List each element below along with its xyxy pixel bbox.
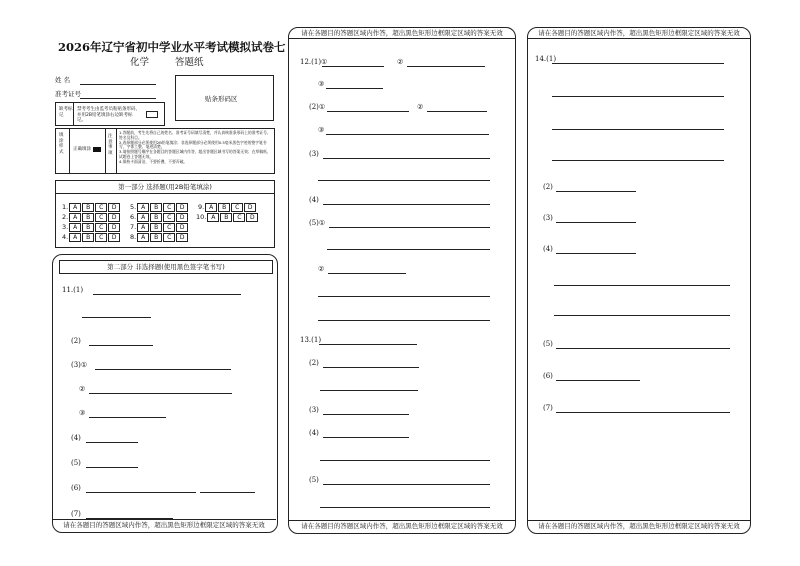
exam-title: 2026年辽宁省初中学业水平考试模拟试卷七: [58, 40, 286, 54]
barcode-label: 贴条形码区: [205, 95, 238, 103]
answer-line[interactable]: [552, 63, 724, 64]
choice-q1: 1. A B C D: [62, 203, 120, 212]
answer-line[interactable]: [318, 296, 490, 297]
answer-line[interactable]: [327, 249, 490, 250]
answer-line[interactable]: [327, 111, 409, 112]
answer-line[interactable]: [556, 191, 636, 192]
q14-7-label: (7): [543, 404, 553, 412]
q14-2-label: (2): [543, 183, 553, 191]
bubble-a[interactable]: A: [69, 203, 81, 212]
bubble-c[interactable]: C: [163, 223, 175, 232]
bubble-a[interactable]: A: [137, 213, 149, 222]
answer-line[interactable]: [323, 158, 490, 159]
q14-3-label: (3): [543, 214, 553, 222]
q12-1b-label: ②: [397, 58, 404, 66]
answer-line[interactable]: [323, 484, 490, 485]
bubble-a[interactable]: A: [69, 233, 81, 242]
warning-footer-middle: 请在各题目的答题区域内作答，超出黑色矩形边框限定区域的答案无效: [289, 520, 515, 531]
bubble-d[interactable]: D: [176, 233, 188, 242]
choice-q5: 5. A B C D: [130, 203, 188, 212]
answer-line[interactable]: [407, 66, 485, 67]
exam-no-label: 准考证号: [55, 90, 81, 98]
q13-4-label: (4): [309, 429, 319, 437]
q11-3-label: (3)①: [71, 361, 88, 369]
answer-line[interactable]: [556, 222, 636, 223]
answer-line[interactable]: [319, 344, 417, 345]
bubble-d[interactable]: D: [246, 213, 258, 222]
q13-2-label: (2): [309, 359, 319, 367]
bubble-d[interactable]: D: [176, 223, 188, 232]
absent-box: [55, 102, 165, 126]
q13-5-label: (5): [309, 476, 319, 484]
bubble-d[interactable]: D: [176, 213, 188, 222]
bubble-a[interactable]: A: [205, 203, 217, 212]
absent-label: 缺考标记: [59, 107, 73, 118]
answer-line[interactable]: [326, 88, 383, 89]
answer-line[interactable]: [82, 317, 151, 318]
choice-q8: 8. A B C D: [130, 233, 188, 242]
q11-1-label: 11.(1): [62, 286, 84, 294]
bubble-b[interactable]: B: [150, 213, 162, 222]
bubble-c[interactable]: C: [163, 233, 175, 242]
bubble-d[interactable]: D: [108, 233, 120, 242]
answer-line[interactable]: [556, 412, 730, 413]
bubble-c[interactable]: C: [95, 213, 107, 222]
q12-1c-label: ③: [318, 80, 325, 88]
name-field[interactable]: [80, 84, 156, 85]
bubble-b[interactable]: B: [82, 213, 94, 222]
q12-5-label: (5)①: [309, 219, 326, 227]
q14-5-label: (5): [543, 340, 553, 348]
notes-label: 注意事项: [108, 134, 113, 156]
answer-line[interactable]: [556, 380, 640, 381]
answer-line[interactable]: [86, 467, 138, 468]
barcode-area: [175, 75, 274, 121]
answer-line[interactable]: [326, 134, 489, 135]
q11-5-label: (5): [71, 459, 81, 467]
panel-right: [527, 27, 751, 534]
q12-3-label: (3): [309, 150, 319, 158]
answer-line[interactable]: [328, 273, 406, 274]
fill-correct-label: 正确填涂: [73, 147, 91, 152]
answer-line[interactable]: [554, 285, 730, 286]
note-2: 2.选择题部分必须使用2B铅笔填涂；非选择题部分必须使用0.5毫米黑色字迹的签字笔书写，字体工整、笔迹清楚。: [119, 139, 267, 150]
part1-box: [55, 180, 275, 248]
absent-checkbox[interactable]: [146, 111, 158, 118]
q14-6-label: (6): [543, 372, 553, 380]
filled-bubble-sample: [93, 147, 101, 152]
q12-2b-label: ②: [417, 103, 424, 111]
bubble-c[interactable]: C: [163, 203, 175, 212]
q12-2-label: (2)①: [309, 103, 326, 111]
answer-line[interactable]: [86, 442, 138, 443]
bubble-a[interactable]: A: [207, 213, 219, 222]
q14-4-label: (4): [543, 245, 553, 253]
answer-line[interactable]: [323, 367, 419, 368]
note-3: 3.请按照题号顺序在各题目的答题区域内作答，超出答题区域书写的答案无效；在草稿纸、试题卷上答题无效。: [119, 149, 271, 159]
answer-line[interactable]: [556, 348, 730, 349]
part2-panel-left: [52, 254, 278, 533]
part2-title: 第二部分 非选择题(使用黑色签字笔书写): [59, 260, 273, 274]
q13-1-label: 13.(1): [300, 336, 322, 344]
bubble-c[interactable]: C: [95, 233, 107, 242]
bubble-a[interactable]: A: [137, 223, 149, 232]
answer-line[interactable]: [89, 417, 166, 418]
answer-line[interactable]: [552, 160, 724, 161]
q14-1-label: 14.(1): [535, 55, 557, 63]
bubble-d[interactable]: D: [108, 213, 120, 222]
exam-no-field[interactable]: [80, 98, 156, 99]
bubble-b[interactable]: B: [82, 223, 94, 232]
answer-line[interactable]: [322, 66, 384, 67]
warning-header-right: 请在各题目的答题区域内作答，超出黑色矩形边框限定区域的答案无效: [528, 28, 750, 39]
bubble-a[interactable]: A: [69, 213, 81, 222]
q11-2-label: (2): [71, 337, 81, 345]
note-4: 4.保持卡面清洁，不要折叠，不要弄破。: [119, 158, 188, 164]
note-1: 1.答题前，考生先将自己的姓名、准考证号码填写清楚，并认真核准条形码上的准考证号、姓名及科目。: [119, 130, 271, 140]
answer-line[interactable]: [320, 390, 418, 391]
bubble-d[interactable]: D: [108, 223, 120, 232]
bubble-c[interactable]: C: [95, 223, 107, 232]
q13-3-label: (3): [309, 406, 319, 414]
bubble-a[interactable]: A: [69, 223, 81, 232]
answer-line[interactable]: [556, 253, 636, 254]
absent-note: 禁考考生由监考员粘贴条形码，并用2B铅笔填涂右边缺考标记。: [77, 107, 140, 123]
choice-q7: 7. A B C D: [130, 223, 188, 232]
choice-q10: 10. A B C D: [196, 213, 258, 222]
q12-2c-label: ③: [318, 126, 325, 134]
bubble-b[interactable]: B: [82, 233, 94, 242]
answer-line[interactable]: [427, 111, 487, 112]
warning-footer-left: 请在各题目的答题区域内作答，超出黑色矩形边框限定区域的答案无效: [52, 519, 276, 530]
choice-q3: 3. A B C D: [62, 223, 120, 232]
bubble-d[interactable]: D: [176, 203, 188, 212]
q12-1-label: 12.(1)①: [300, 58, 328, 66]
answer-line[interactable]: [554, 315, 730, 316]
answer-line[interactable]: [320, 460, 490, 461]
choice-q9: 9. A B C D: [198, 203, 256, 212]
q11-3b-label: ②: [79, 385, 86, 393]
answer-line[interactable]: [95, 369, 231, 370]
q11-4-label: (4): [71, 434, 81, 442]
answer-line[interactable]: [552, 129, 724, 130]
answer-line[interactable]: [320, 507, 490, 508]
fill-style-label: 填涂样式: [59, 133, 64, 155]
bubble-b[interactable]: B: [150, 203, 162, 212]
bubble-b[interactable]: B: [220, 213, 232, 222]
bubble-a[interactable]: A: [137, 203, 149, 212]
answer-line[interactable]: [200, 492, 255, 493]
answer-line[interactable]: [329, 227, 490, 228]
part1-title: 第一部分 选择题(用2B铅笔填涂): [56, 181, 274, 194]
q11-3c-label: ③: [79, 409, 86, 417]
answer-line[interactable]: [89, 393, 232, 394]
bubble-c[interactable]: C: [163, 213, 175, 222]
bubble-b[interactable]: B: [82, 203, 94, 212]
bubble-a[interactable]: A: [137, 233, 149, 242]
answer-line[interactable]: [323, 204, 490, 205]
bubble-c[interactable]: C: [233, 213, 245, 222]
bubble-b[interactable]: B: [218, 203, 230, 212]
answer-line[interactable]: [318, 180, 490, 181]
answer-line[interactable]: [323, 414, 409, 415]
bubble-c[interactable]: C: [95, 203, 107, 212]
choice-q2: 2. A B C D: [62, 213, 120, 222]
bubble-b[interactable]: B: [150, 233, 162, 242]
bubble-b[interactable]: B: [150, 223, 162, 232]
subject-label: 化学: [130, 57, 150, 68]
answer-line[interactable]: [318, 320, 490, 321]
instructions-box: [55, 128, 275, 174]
q12-4-label: (4): [309, 196, 319, 204]
bubble-c[interactable]: C: [231, 203, 243, 212]
bubble-d[interactable]: D: [108, 203, 120, 212]
answer-line[interactable]: [323, 437, 409, 438]
answer-line[interactable]: [89, 345, 153, 346]
warning-header-middle: 请在各题目的答题区域内作答，超出黑色矩形边框限定区域的答案无效: [289, 28, 515, 39]
choice-q4: 4. A B C D: [62, 233, 120, 242]
answer-line[interactable]: [552, 96, 724, 97]
bubble-d[interactable]: D: [244, 203, 256, 212]
answer-line[interactable]: [86, 492, 196, 493]
q12-5b-label: ②: [318, 265, 325, 273]
warning-footer-right: 请在各题目的答题区域内作答，超出黑色矩形边框限定区域的答案无效: [528, 520, 750, 531]
sheet-label: 答题纸: [175, 57, 204, 68]
q11-7-label: (7): [71, 510, 81, 518]
name-label: 姓 名: [55, 76, 71, 84]
q11-6-label: (6): [71, 484, 81, 492]
answer-line[interactable]: [93, 294, 241, 295]
choice-q6: 6. A B C D: [130, 213, 188, 222]
panel-middle: [288, 27, 516, 534]
